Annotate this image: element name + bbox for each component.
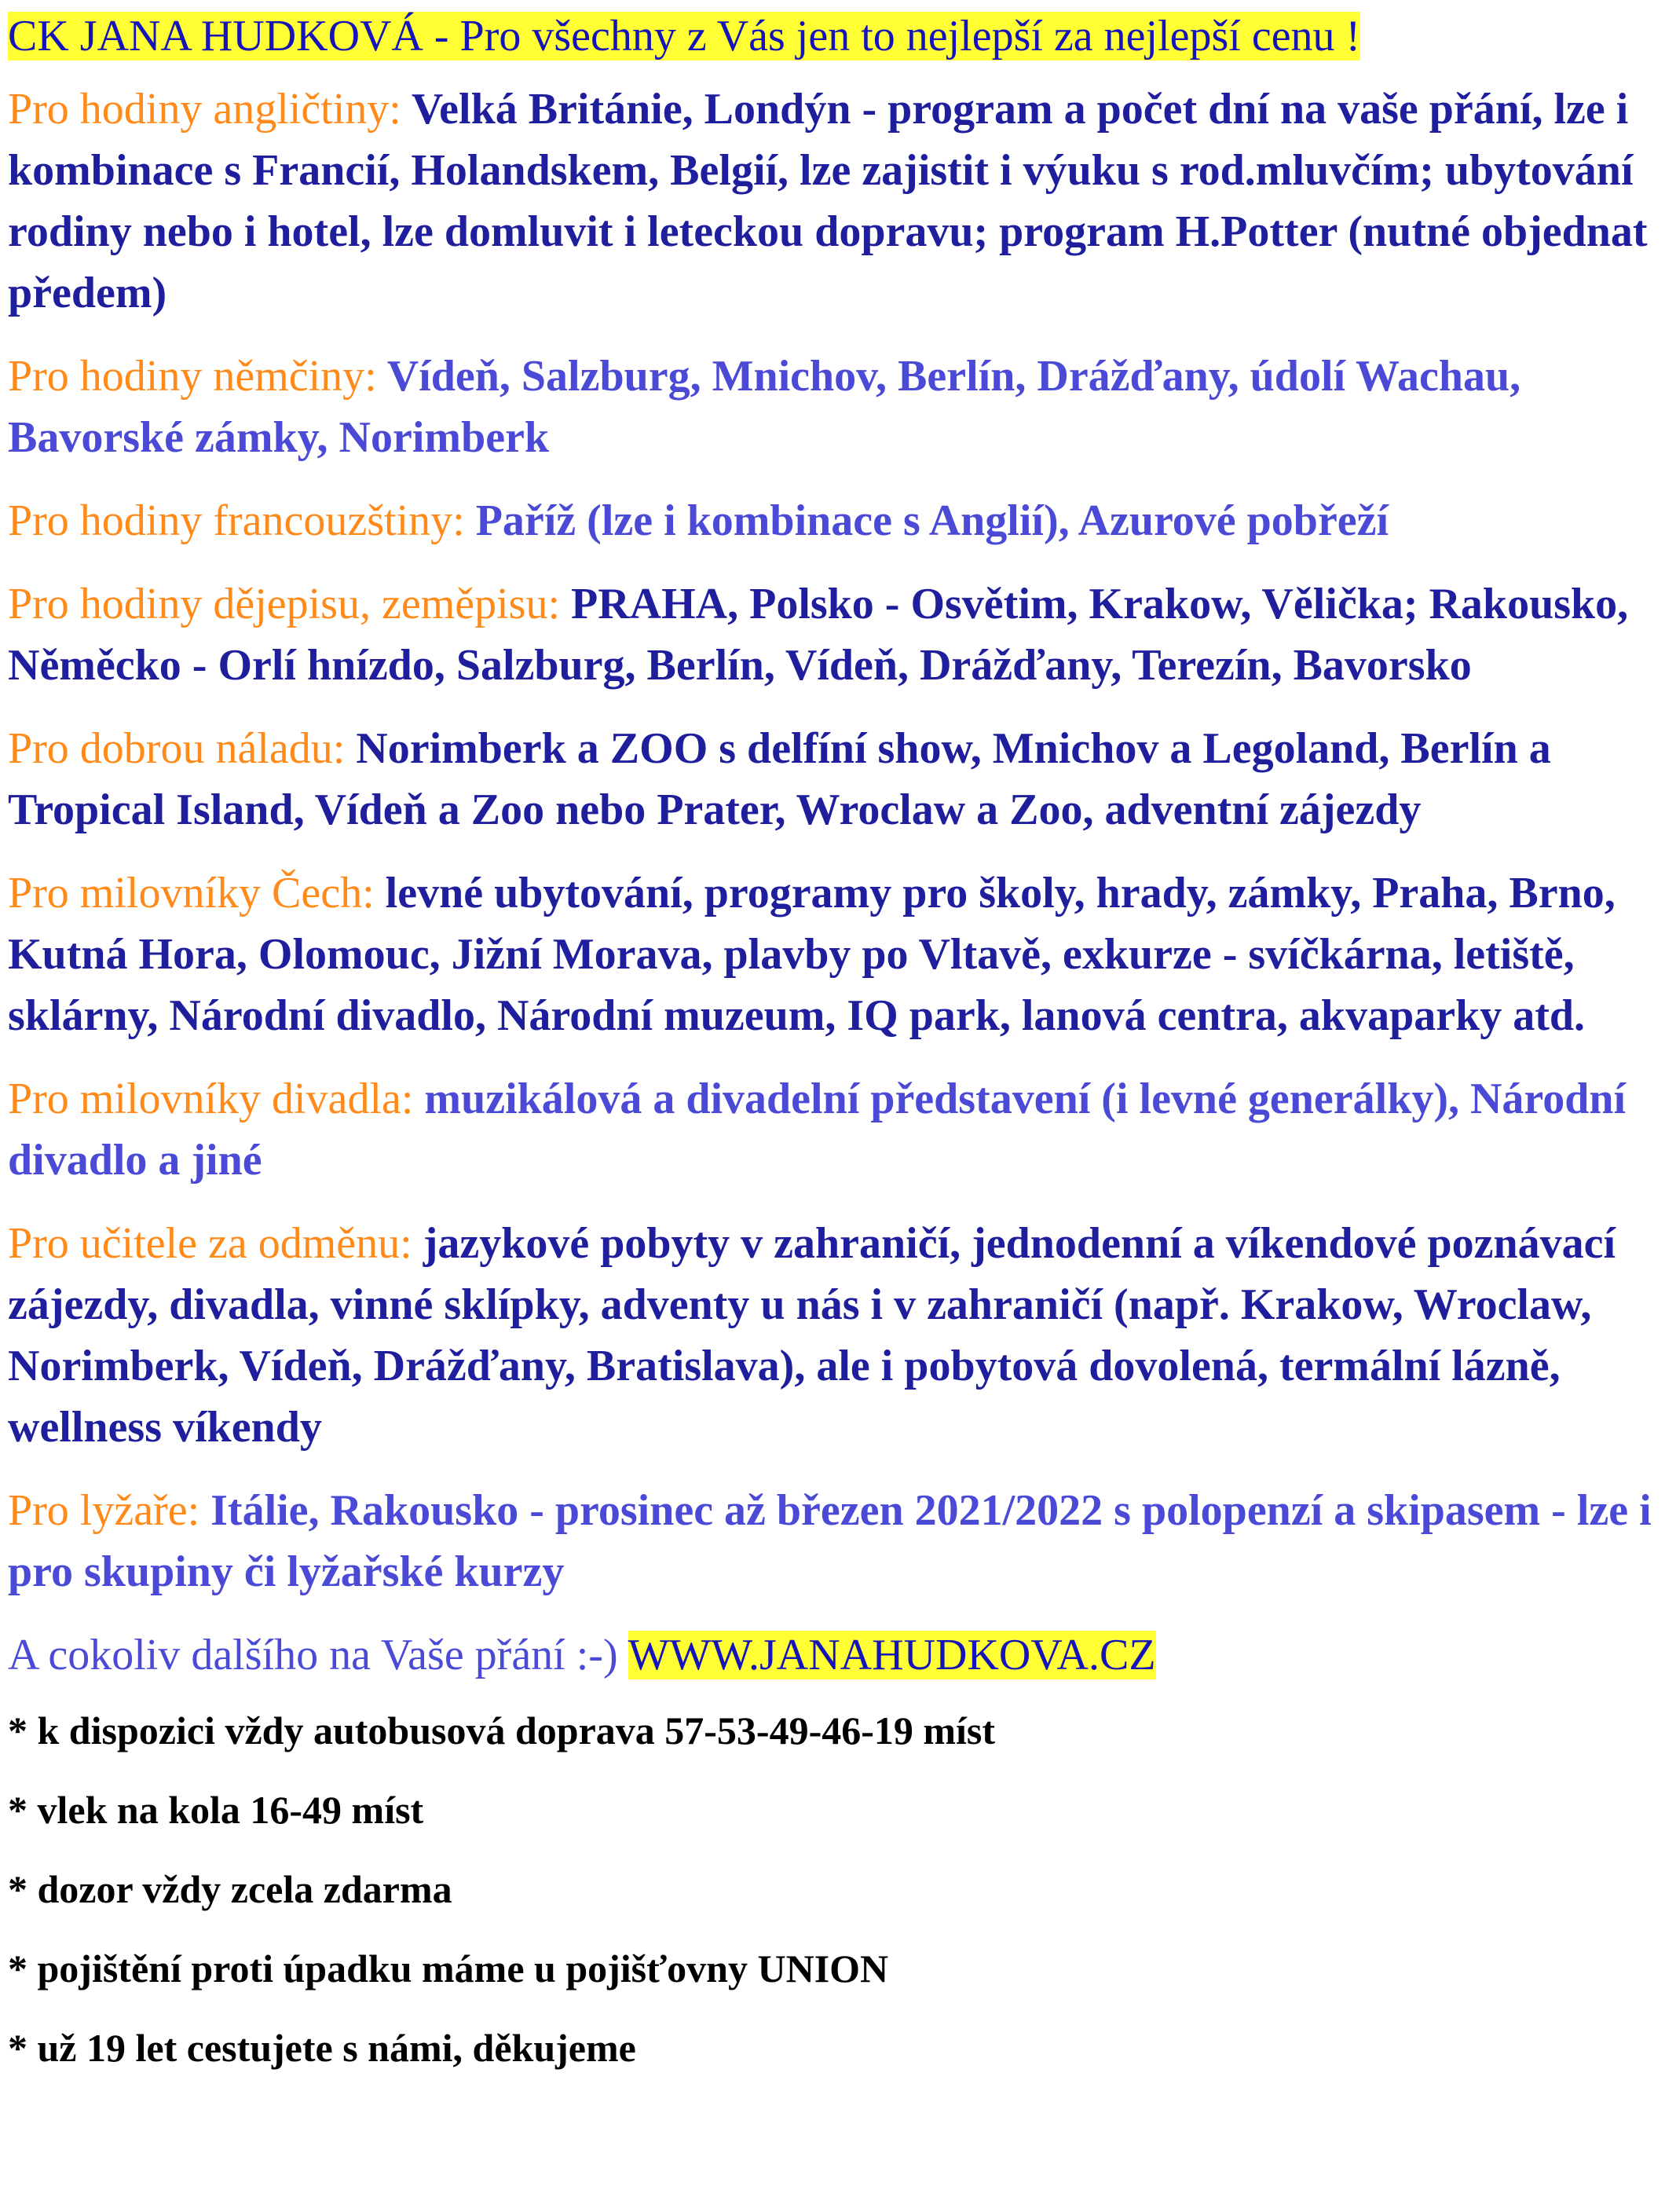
section-label: Pro dobrou náladu:	[8, 724, 346, 773]
section-text: Itálie, Rakousko - prosinec až březen 2021/2022 s polopenzí a skipasem - lze i pro skupiny či lyžařské kurzy	[8, 1486, 1652, 1596]
section-text: Vídeň, Salzburg, Mnichov, Berlín, Drážďany, údolí Wachau, Bavorské zámky, Norimberk	[8, 352, 1521, 462]
section-text: Norimberk a ZOO s delfíní show, Mnichov a Legoland, Berlín a Tropical Island, Vídeň a Zoo nebo Prater, Wroclaw a Zoo, adventní zájezdy	[8, 724, 1551, 834]
section-theatre-lovers	[8, 1068, 1657, 1191]
section-text: levné ubytování, programy pro školy, hrady, zámky, Praha, Brno, Kutná Hora, Olomouc, Jižní Morava, plavby po Vltavě, exkurze - svíčkárna, letiště, sklárny, Národní divadlo, Národní muzeum, IQ park, lanová centra, akvaparky atd.	[8, 869, 1616, 1040]
note-insurance: * pojištění proti úpadku máme u pojišťovny UNION	[8, 1946, 889, 1990]
section-english	[8, 79, 1657, 324]
section-label: Pro hodiny angličtiny:	[8, 85, 401, 134]
cta-text: A cokoliv dalšího na Vaše přání :-)	[8, 1631, 628, 1679]
section-french	[8, 490, 1657, 551]
section-german	[8, 346, 1657, 468]
section-label: Pro milovníky Čech:	[8, 869, 375, 917]
section-label: Pro hodiny němčiny:	[8, 352, 377, 401]
section-history-geography	[8, 573, 1657, 696]
page-title	[8, 5, 1668, 68]
section-label: Pro učitele za odměnu:	[8, 1219, 412, 1268]
section-text: Paříž (lze i kombinace s Anglií), Azurové pobřeží	[464, 496, 1389, 545]
section-czech-lovers	[8, 862, 1657, 1046]
call-to-action	[8, 1624, 1668, 1686]
website-link[interactable]: WWW.JANAHUDKOVA.CZ	[628, 1631, 1156, 1679]
section-text: muzikálová a divadelní představení (i levné generálky), Národní divadlo a jiné	[8, 1075, 1627, 1185]
note-years: * už 19 let cestujete s námi, děkujeme	[8, 2026, 636, 2070]
section-teachers	[8, 1213, 1657, 1458]
section-text: Velká Británie, Londýn - program a počet dní na vaše přání, lze i kombinace s Francií, Holandskem, Belgií, lze zajistit i výuku s rod.mluvčím; ubytování rodiny nebo i hotel, lze domluvit i leteckou dopravu; program H.Potter (nutné objednat předem)	[8, 85, 1648, 317]
section-label: Pro hodiny dějepisu, zeměpisu:	[8, 580, 561, 628]
section-text: PRAHA, Polsko - Osvětim, Krakow, Vělička; Rakousko, Něměcko - Orlí hnízdo, Salzburg, Berlín, Vídeň, Drážďany, Terezín, Bavorsko	[8, 580, 1629, 690]
section-label: Pro hodiny francouzštiny:	[8, 496, 465, 545]
section-text: jazykové pobyty v zahraničí, jednodenní a víkendové poznávací zájezdy, divadla, vinné sklípky, adventy u nás i v zahraničí (např. Krakow, Wroclaw, Norimberk, Vídeň, Drážďany, Bratislava), ale i pobytová dovolená, termální lázně, wellness víkendy	[8, 1219, 1616, 1452]
note-bike-trailer: * vlek na kola 16-49 míst	[8, 1788, 424, 1832]
section-label: Pro lyžaře:	[8, 1486, 200, 1535]
section-label: Pro milovníky divadla:	[8, 1075, 414, 1123]
note-bus: * k dispozici vždy autobusová doprava 57-53-49-46-19 míst	[8, 1708, 996, 1752]
title-text: CK JANA HUDKOVÁ - Pro všechny z Vás jen to nejlepší za nejlepší cenu !	[8, 12, 1361, 60]
note-supervision: * dozor vždy zcela zdarma	[8, 1867, 452, 1911]
section-skiers	[8, 1480, 1657, 1602]
section-good-mood	[8, 718, 1657, 840]
